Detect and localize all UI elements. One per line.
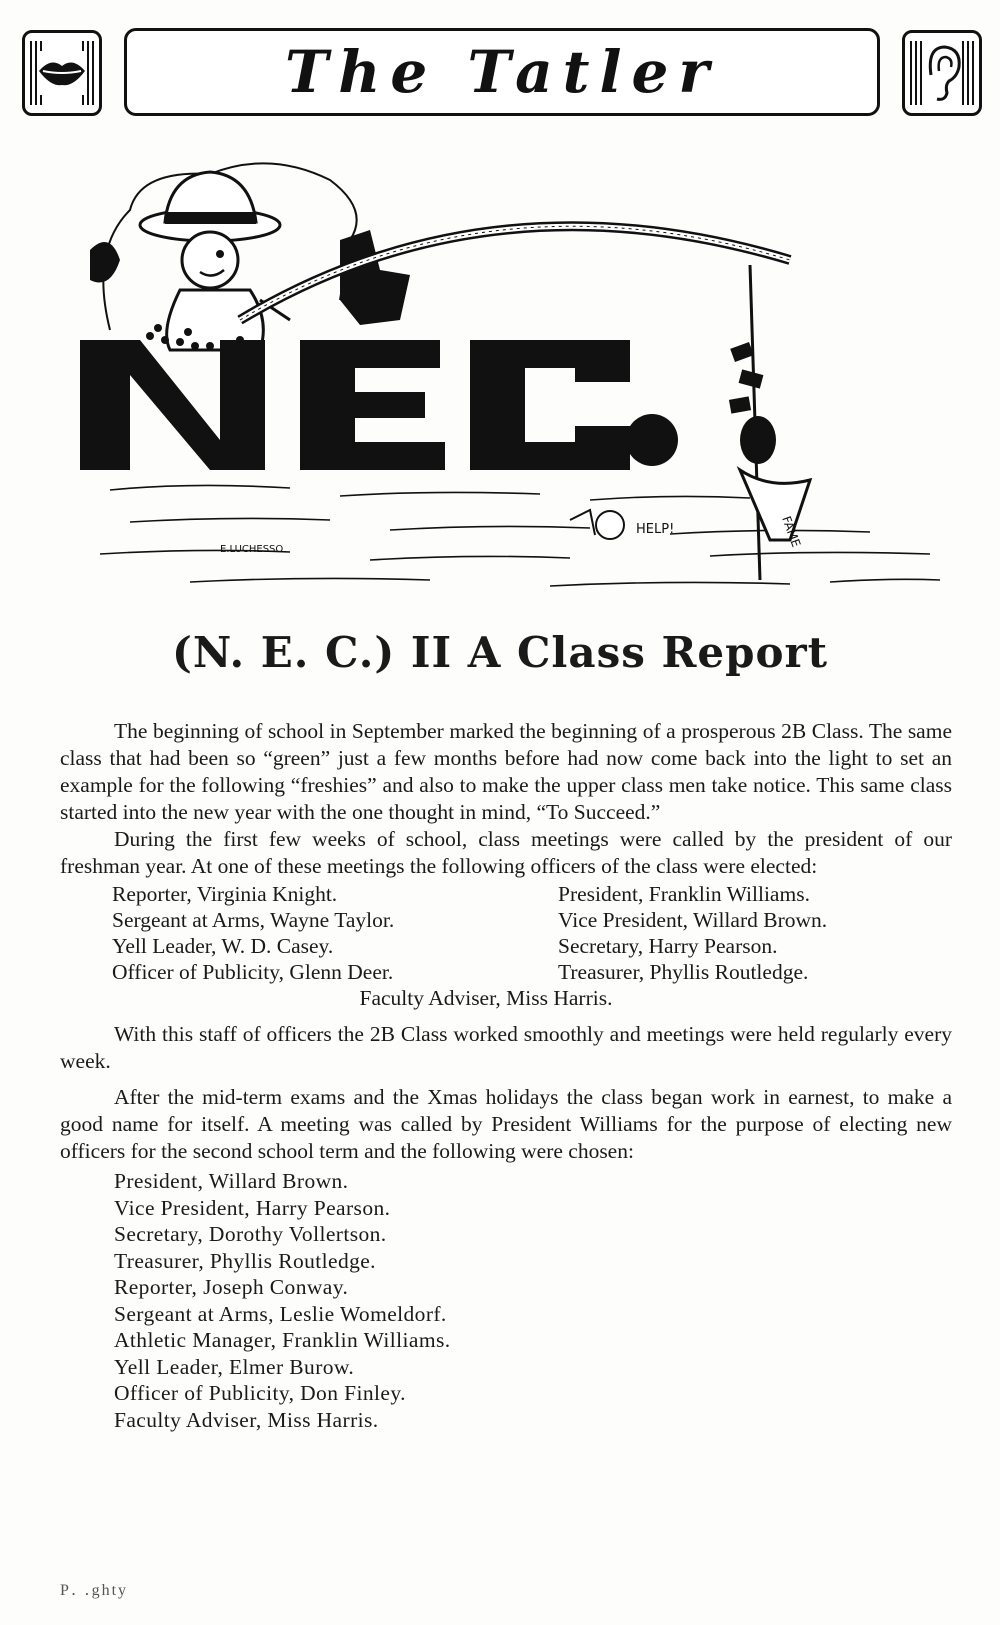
officer-item: Reporter, Virginia Knight. (112, 882, 338, 906)
officer-item: Yell Leader, W. D. Casey. (112, 934, 334, 958)
officer-item: Secretary, Harry Pearson. (558, 934, 778, 958)
officer-item: Vice President, Willard Brown. (558, 908, 828, 932)
faculty-adviser-line: Faculty Adviser, Miss Harris. (359, 986, 613, 1010)
paragraph-3: With this staff of officers the 2B Class worked smoothly and meetings were held regularly every week. (60, 1022, 952, 1073)
first-officers-list (60, 881, 952, 985)
paragraph-4: After the mid-term exams and the Xmas holidays the class began work in earnest, to make a good name for itself. A meeting was called by President Williams for the purpose of electing new officers for the second school term and the following were chosen: (60, 1085, 952, 1163)
new-officers-list (60, 1168, 952, 1433)
paragraph-2: During the first few weeks of school, class meetings were called by the president of our freshman year. At one of these meetings the following officers of the class were elected: (60, 827, 952, 878)
lips-icon (22, 30, 102, 116)
officer-item: Treasurer, Phyllis Routledge. (114, 1248, 376, 1273)
masthead (22, 28, 982, 116)
officer-item: President, Franklin Williams. (558, 882, 810, 906)
artist-signature: E.LUCHESSO (220, 544, 284, 555)
officer-item: Officer of Publicity, Don Finley. (114, 1381, 406, 1405)
officer-item: Athletic Manager, Franklin Williams. (114, 1328, 451, 1352)
officer-item: Treasurer, Phyllis Routledge. (558, 960, 809, 984)
officer-item: Reporter, Joseph Conway. (114, 1275, 349, 1299)
fisherman-figure (140, 172, 290, 350)
help-label: HELP! (636, 522, 675, 537)
nec-letters (80, 340, 678, 470)
officer-item: Vice President, Harry Pearson. (114, 1195, 391, 1220)
officer-item: Sergeant at Arms, Leslie Womeldorf. (114, 1301, 447, 1326)
officer-item: President, Willard Brown. (114, 1169, 349, 1193)
officer-item: Officer of Publicity, Glenn Deer. (112, 960, 394, 984)
officer-item: Faculty Adviser, Miss Harris. (114, 1407, 379, 1432)
officer-item: Secretary, Dorothy Vollertson. (114, 1222, 387, 1246)
paragraph-1: The beginning of school in September marked the beginning of a prosperous 2B Class. The same class that had been so “green” just a few months before had now come back into the light to set an example for the following “freshies” and also to make the upper class men take notice. This same class started into the new year with the one thought in mind, “To Succeed.” (60, 719, 952, 824)
article-body (60, 718, 952, 1433)
cartoon-illustration (70, 150, 950, 605)
page-folio: P․ ․ghty (60, 1582, 129, 1599)
paper-title: The Tatler (285, 38, 719, 106)
officer-item: Yell Leader, Elmer Burow. (114, 1354, 355, 1379)
fame-label: FAME (779, 514, 804, 550)
small-figure (570, 510, 624, 539)
ear-icon (902, 30, 982, 116)
article-heading: (N. E. C.) II A Class Report (171, 628, 829, 677)
officer-item: Sergeant at Arms, Wayne Taylor. (112, 908, 395, 932)
masthead-title-box (124, 28, 880, 116)
